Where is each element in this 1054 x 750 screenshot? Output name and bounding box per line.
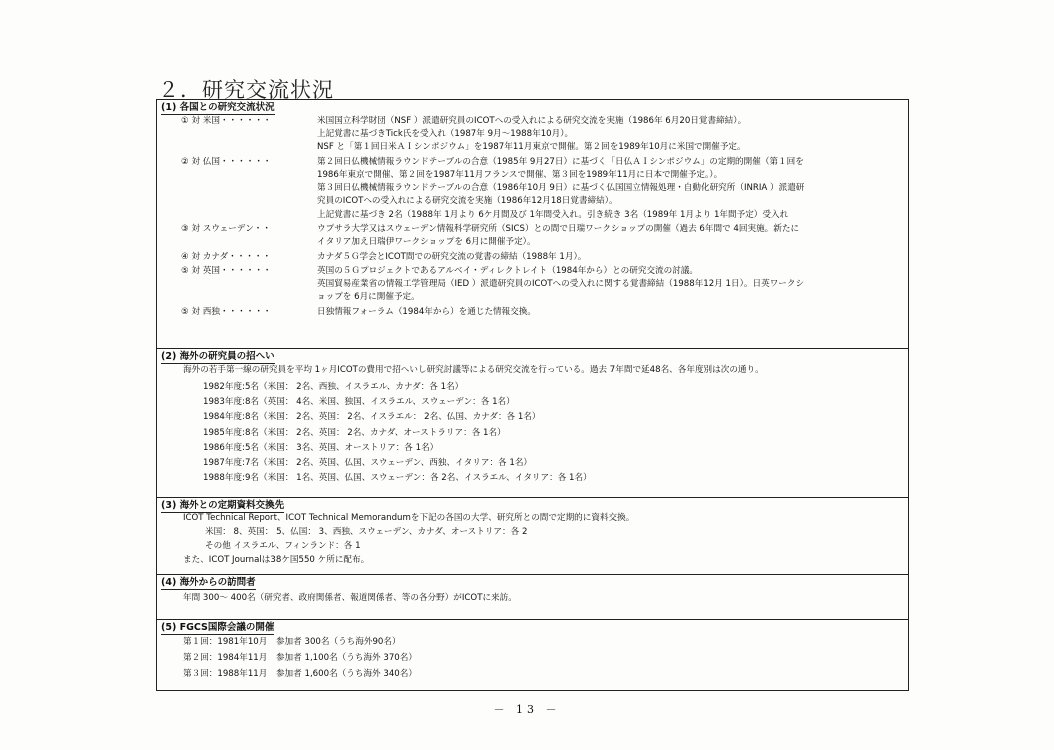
exchange-detail-line: 1986年東京で開催、第２回を1987年11月フランスで開催、第３回を1989年11月に日本で開催予定。）。 bbox=[317, 170, 723, 180]
exchange-line: その他 イスラエル、フィンランド：各 1 bbox=[205, 541, 361, 551]
conference-line: 第１回：1981年10月 参加者 300名（うち海外90名） bbox=[183, 637, 401, 647]
year-row: 1988年度:9名（米国： 1名、英国、仏国、スウェーデン：各 2名、イスラエル、イタリア：各 1名） bbox=[203, 473, 592, 484]
section-visitors bbox=[157, 575, 908, 619]
exchange-line: 米国： 8、英国： 5、仏国： 3、西独、スウェーデン、カナダ、オーストリア：各 2 bbox=[205, 527, 528, 537]
section-heading: (1) 各国との研究交流状況 bbox=[161, 102, 275, 115]
exchange-line: また、ICOT Journalは38ケ国550 ケ所に配布。 bbox=[183, 555, 370, 565]
invitation-intro: 海外の若手第一線の研究員を平均 1ヶ月ICOTの費用で招へいし研究討議等による研究交流を行っている。過去 7年間で延48名、各年度別は次の通り。 bbox=[183, 365, 764, 375]
exchange-detail-line: 日独情報フォーラム（1984年から）を通じた情報交換。 bbox=[317, 306, 537, 317]
visitors-line: 年間 300～ 400名（研究者、政府関係者、報道関係者、等の各分野）がICOTに来訪。 bbox=[183, 593, 517, 603]
section-heading: (3) 海外との定期資料交換先 bbox=[161, 500, 284, 513]
year-row: 1986年度:5名（米国： 3名、英国、オーストリア：各 1名） bbox=[203, 442, 439, 453]
page-number: － 13 － bbox=[493, 703, 561, 716]
section-researcher-invitation bbox=[157, 349, 908, 497]
exchange-detail-line: 上記覚書に基づきTick氏を受入れ（1987年 9月～1988年10月）。 bbox=[317, 129, 574, 140]
section-document-exchange bbox=[157, 498, 908, 574]
country-label: ① 対 米国・・・・・・ bbox=[181, 116, 272, 126]
year-row: 1982年度:5名（米国： 2名、西独、イスラエル、カナダ：各 1名） bbox=[203, 382, 464, 392]
country-label: ④ 対 カナダ・・・・・ bbox=[181, 251, 272, 262]
exchange-detail-line: 第２回日仏機械情報ラウンドテーブルの合意（1985年 9月27日）に基づく「日仏ＡＩシンポジウム」の定期的開催（第１回を bbox=[317, 156, 804, 167]
exchange-detail-line: 米国国立科学財団（NSF ）派遣研究員のICOTへの受入れによる研究交流を実施（1986年 6月20日覚書締結）。 bbox=[317, 116, 747, 126]
exchange-detail-line: 上記覚書に基づき 2名（1988年 1月より 6ケ月間及び 1年間受入れ。引き続き 3名（1989年 1月より 1年間予定）受入れ bbox=[317, 209, 789, 220]
content-frame bbox=[156, 99, 909, 691]
year-row: 1983年度:8名（英国： 4名、米国、独国、イスラエル、スウェーデン：各 1名） bbox=[203, 397, 515, 408]
exchange-detail-line: 英国の５Ｇプロジェクトであるアルベイ・ディレクトレイト（1984年から）との研究交流の討議。 bbox=[317, 266, 699, 276]
country-label: ⑤ 対 英国・・・・・・ bbox=[181, 266, 272, 276]
country-label: ③ 対 スウェーデン・・ bbox=[181, 224, 271, 234]
section-heading: (4) 海外からの訪問者 bbox=[161, 577, 256, 590]
exchange-detail-line: カナダ５Ｇ学会とICOT間での研究交流の覚書の締結（1988年 1月）。 bbox=[317, 251, 587, 262]
section-international-exchange bbox=[157, 100, 908, 348]
exchange-detail-line: 究員のICOTへの受入れによる研究交流を実施（1986年12月18日覚書締結）。 bbox=[317, 196, 618, 207]
exchange-line: ICOT Technical Report、ICOT Technical Memorandumを下記の各国の大学、研究所との間で定期的に資料交換。 bbox=[183, 513, 635, 523]
section-heading: (5) FGCS国際会議の開催 bbox=[161, 622, 274, 635]
conference-line: 第２回：1984年11月 参加者 1,100名（うち海外 370名） bbox=[183, 653, 417, 663]
year-row: 1985年度:8名（米国： 2名、英国： 2名、カナダ、オーストラリア：各 1名） bbox=[203, 427, 506, 438]
exchange-detail-line: 第３回日仏機械情報ラウンドテーブルの合意（1986年10月 9日）に基づく仏国国立情報処理・自動化研究所（INRIA ）派遣研 bbox=[317, 183, 805, 194]
section-fgcs-conference bbox=[157, 620, 908, 690]
country-label: ② 対 仏国・・・・・・ bbox=[181, 156, 272, 167]
year-row: 1984年度:8名（米国： 2名、英国： 2名、イスラエル： 2名、仏国、カナダ：各 1名） bbox=[203, 412, 541, 423]
exchange-detail-line: 英国貿易産業省の情報工学管理局（IED ）派遣研究員のICOTへの受入れに関する覚書締結（1988年12月 1日）。日英ワークシ bbox=[317, 279, 805, 290]
country-label: ⑤ 対 西独・・・・・・ bbox=[181, 306, 272, 317]
exchange-detail-line: ウプサラ大学又はスウェーデン情報科学研究所（SICS）との間で日瑞ワークショップの開催（過去 6年間で 4回実施。新たに bbox=[317, 224, 800, 234]
exchange-detail-line: ョップを 6月に開催予定。 bbox=[317, 292, 420, 303]
exchange-detail-line: NSF と「第１回日米ＡＩシンポジウム」を1987年11月東京で開催。第２回を1989年10月に米国で開催予定。 bbox=[317, 142, 746, 153]
exchange-detail-line: イタリア加え日瑞伊ワークショップを 6月に開催予定）。 bbox=[317, 237, 536, 248]
conference-line: 第３回：1988年11月 参加者 1,600名（うち海外 340名） bbox=[183, 669, 417, 679]
year-row: 1987年度:7名（米国： 2名、英国、仏国、スウェーデン、西独、イタリア：各 1名） bbox=[203, 458, 533, 468]
page-title: ２．研究交流状況 bbox=[158, 78, 334, 102]
section-heading: (2) 海外の研究員の招へい bbox=[161, 351, 275, 364]
